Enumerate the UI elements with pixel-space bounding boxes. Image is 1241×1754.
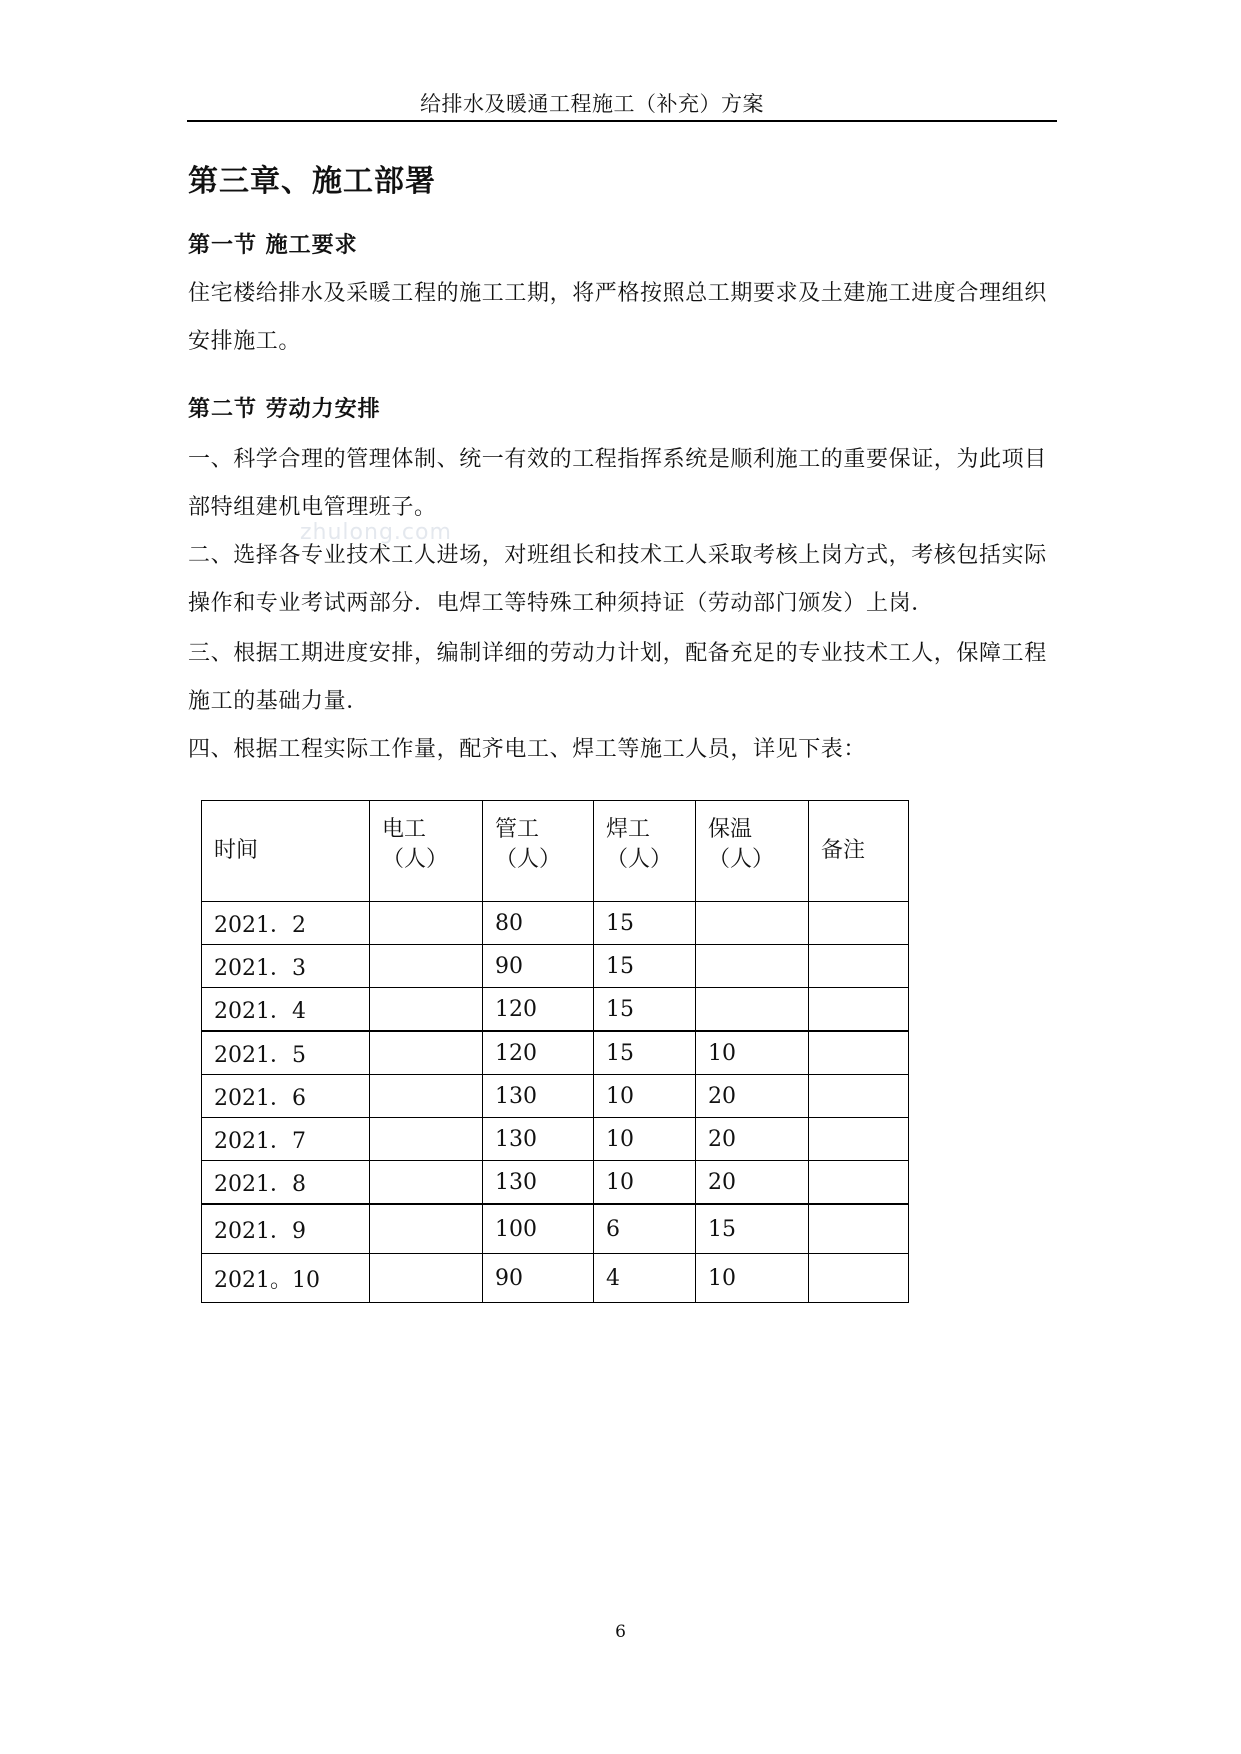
table-cell — [696, 902, 809, 945]
table-cell: 130 — [483, 1075, 594, 1118]
table-cell: 2021．6 — [202, 1075, 370, 1118]
table-row — [202, 1204, 909, 1254]
table-row — [202, 1075, 909, 1118]
table-cell: 15 — [594, 945, 696, 988]
table-cell: 130 — [483, 1161, 594, 1205]
header-cell: 时间 — [202, 801, 370, 902]
table-cell: 2021．7 — [202, 1118, 370, 1161]
chapter-title: 第三章、施工部署 — [188, 164, 436, 199]
section-1-body: 住宅楼给排水及采暖工程的施工工期，将严格按照总工期要求及土建施工进度合理组织安排施工。 — [188, 281, 1047, 354]
table-cell: 15 — [594, 902, 696, 945]
table-cell — [809, 988, 909, 1032]
table-cell: 100 — [483, 1204, 594, 1254]
table-cell — [809, 1254, 909, 1303]
header-title: 给排水及暖通工程施工（补充）方案 — [420, 92, 764, 116]
section-1-title: 第一节 施工要求 — [188, 233, 358, 258]
table-cell: 10 — [594, 1075, 696, 1118]
table-row — [202, 1254, 909, 1303]
table-row — [202, 1031, 909, 1075]
table-cell: 120 — [483, 988, 594, 1032]
table-cell: 90 — [483, 1254, 594, 1303]
table-cell — [809, 1031, 909, 1075]
table-cell — [696, 988, 809, 1032]
table-cell: 80 — [483, 902, 594, 945]
labor-item-4: 四、根据工程实际工作量，配齐电工、焊工等施工人员，详见下表： — [188, 737, 867, 762]
table-cell: 2021．9 — [202, 1204, 370, 1254]
table-cell — [696, 945, 809, 988]
section-2-title: 第二节 劳动力安排 — [188, 397, 381, 422]
table-row — [202, 988, 909, 1032]
table-cell — [370, 1204, 483, 1254]
table-cell: 90 — [483, 945, 594, 988]
table-row — [202, 945, 909, 988]
table-cell: 20 — [696, 1075, 809, 1118]
labor-item-3: 三、根据工期进度安排，编制详细的劳动力计划，配备充足的专业技术工人，保障工程施工的基础力量． — [188, 641, 1047, 714]
table-cell: 130 — [483, 1118, 594, 1161]
table-cell — [370, 988, 483, 1032]
table-cell: 15 — [594, 1031, 696, 1075]
page-header — [187, 86, 1057, 122]
header-cell: 保温 （人） — [696, 801, 809, 902]
table-cell: 20 — [696, 1161, 809, 1205]
table-cell: 2021．5 — [202, 1031, 370, 1075]
header-cell: 电工 （人） — [370, 801, 483, 902]
table-cell: 15 — [594, 988, 696, 1032]
table-cell — [809, 1161, 909, 1205]
table-row — [202, 902, 909, 945]
table-cell — [370, 1254, 483, 1303]
table-cell — [809, 1204, 909, 1254]
table-cell — [370, 902, 483, 945]
table-cell: 2021．4 — [202, 988, 370, 1032]
table-cell — [370, 945, 483, 988]
table-cell — [809, 1118, 909, 1161]
table-cell: 6 — [594, 1204, 696, 1254]
table-cell: 2021．2 — [202, 902, 370, 945]
labor-table — [201, 800, 909, 1303]
page-number: 6 — [615, 1622, 626, 1642]
table-cell — [809, 945, 909, 988]
labor-item-1: 一、科学合理的管理体制、统一有效的工程指挥系统是顺利施工的重要保证，为此项目部特组建机电管理班子。 — [188, 447, 1047, 520]
table-row — [202, 1118, 909, 1161]
table-header-row — [202, 801, 909, 902]
table-cell — [809, 902, 909, 945]
table-cell: 2021。10 — [202, 1254, 370, 1303]
table-cell: 120 — [483, 1031, 594, 1075]
table-cell: 10 — [696, 1031, 809, 1075]
labor-item-2: 二、选择各专业技术工人进场，对班组长和技术工人采取考核上岗方式，考核包括实际操作和专业考试两部分．电焊工等特殊工种须持证（劳动部门颁发）上岗． — [188, 543, 1047, 616]
table-cell — [370, 1031, 483, 1075]
table-cell: 10 — [594, 1161, 696, 1205]
table-cell: 15 — [696, 1204, 809, 1254]
table-cell — [370, 1075, 483, 1118]
header-cell: 管工 （人） — [483, 801, 594, 902]
header-cell: 备注 — [809, 801, 909, 902]
table-cell: 4 — [594, 1254, 696, 1303]
table-cell — [370, 1161, 483, 1205]
table-row — [202, 1161, 909, 1205]
table-cell — [809, 1075, 909, 1118]
table-cell: 20 — [696, 1118, 809, 1161]
watermark: zhulong.com — [300, 520, 452, 545]
table-cell: 2021．3 — [202, 945, 370, 988]
table-cell: 10 — [696, 1254, 809, 1303]
table-cell — [370, 1118, 483, 1161]
table-cell: 2021．8 — [202, 1161, 370, 1205]
table-cell: 10 — [594, 1118, 696, 1161]
header-cell: 焊工 （人） — [594, 801, 696, 902]
